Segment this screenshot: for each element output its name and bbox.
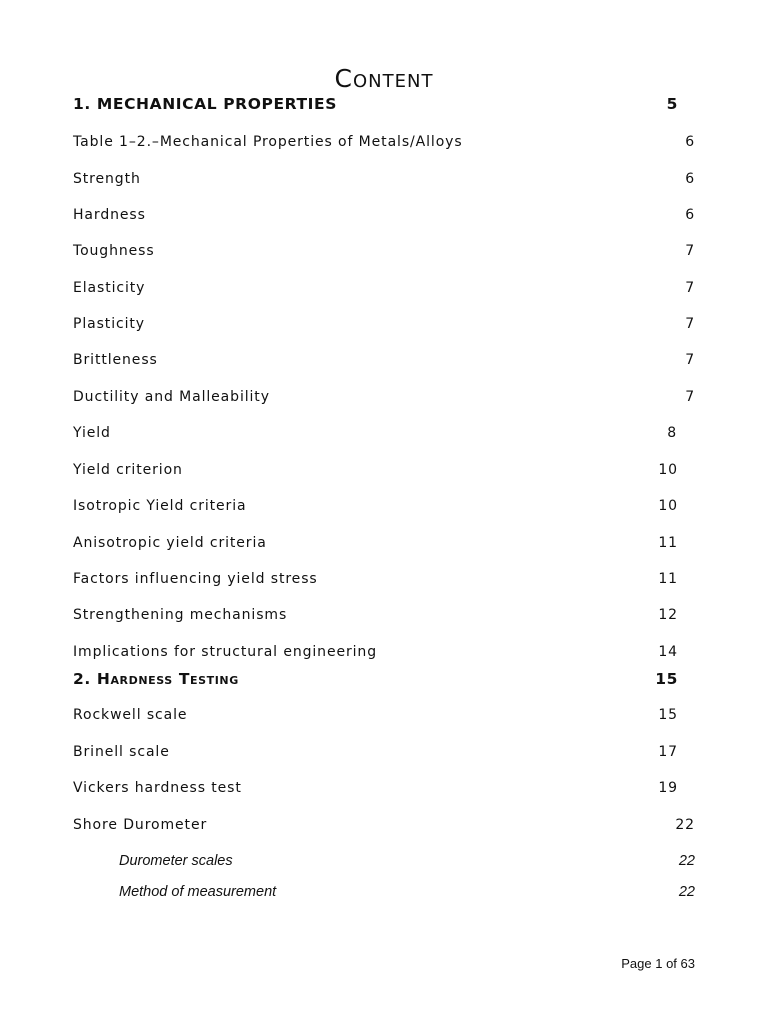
toc-page: 10 [658,498,678,514]
toc-entry[interactable]: Factors influencing yield stress [73,571,318,587]
toc-entry[interactable]: Rockwell scale [73,707,188,723]
toc-page: 10 [658,462,678,478]
toc-entry[interactable]: Yield [73,425,111,441]
toc-entry[interactable]: Anisotropic yield criteria [73,535,267,551]
toc-entry[interactable]: Table 1–2.–Mechanical Properties of Metals/Alloys [73,134,463,150]
toc-page: 6 [685,171,695,187]
toc-page: 22 [675,817,695,833]
toc-entry[interactable]: Strengthening mechanisms [73,607,288,623]
toc-page: 7 [685,280,695,296]
page-title: Content [334,64,434,93]
toc-entry[interactable]: Toughness [73,243,155,259]
toc-page: 7 [685,243,695,259]
toc-page: 15 [658,707,678,723]
toc-page: 12 [658,607,678,623]
toc-entry[interactable]: Yield criterion [73,462,183,478]
toc-entry[interactable]: Elasticity [73,280,146,296]
toc-page: 6 [685,207,695,223]
page-number-footer: Page 1 of 63 [621,956,695,971]
toc-page: 6 [685,134,695,150]
toc-entry[interactable]: Brinell scale [73,744,170,760]
toc-subentry-page: 22 [678,853,695,869]
section-heading-2: 2. Hardness Testing [73,670,239,688]
toc-entry[interactable]: Isotropic Yield criteria [73,498,247,514]
toc-entry[interactable]: Brittleness [73,352,158,368]
toc-page: 14 [658,644,678,660]
section-2-page: 15 [655,670,678,688]
toc-entry[interactable]: Ductility and Malleability [73,389,270,405]
section-heading-1 [73,95,337,113]
toc-page: 7 [685,316,695,332]
toc-entry[interactable]: Hardness [73,207,146,223]
toc-page: 7 [685,352,695,368]
toc-page: 19 [658,780,678,796]
section-1-label: 1. MECHANICAL PROPERTIES [73,95,337,113]
toc-page: 11 [658,535,678,551]
toc-page: 7 [685,389,695,405]
section-1-page: 5 [666,95,678,113]
toc-entry[interactable]: Strength [73,171,141,187]
toc-page: 11 [658,571,678,587]
toc-entry[interactable]: Vickers hardness test [73,780,242,796]
toc-entry[interactable]: Plasticity [73,316,145,332]
toc-page: 17 [658,744,678,760]
toc-subentry[interactable]: Durometer scales [119,853,233,869]
toc-page: 8 [667,425,677,441]
toc-entry[interactable]: Shore Durometer [73,817,208,833]
toc-entry[interactable]: Implications for structural engineering [73,644,377,660]
toc-subentry-page: 22 [678,884,695,900]
toc-subentry[interactable]: Method of measurement [119,884,277,900]
